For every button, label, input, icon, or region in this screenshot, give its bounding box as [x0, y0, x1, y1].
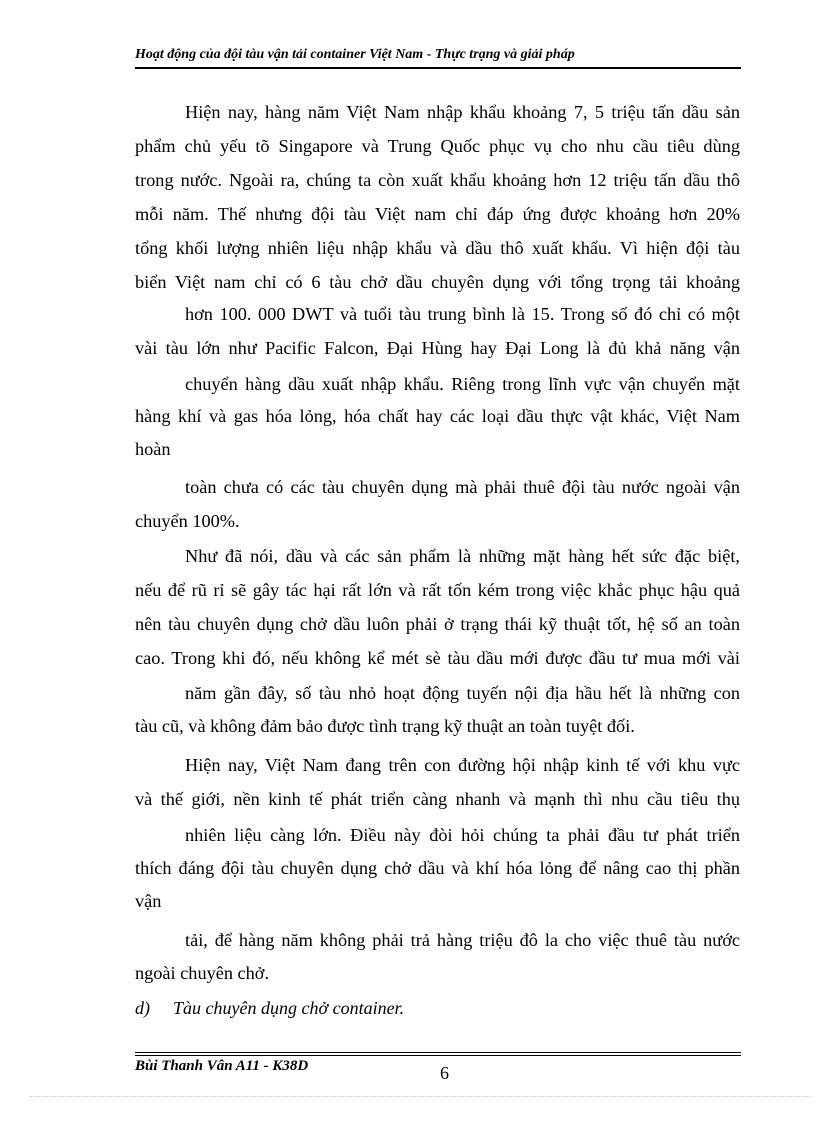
paragraph-line: hoàn: [135, 439, 171, 459]
paragraph-line: tổng khối lượng nhiên liệu nhập khẩu và dầu thô xuất khẩu. Vì hiện đội tàu: [135, 238, 740, 258]
footer-rule-inner: [135, 1055, 741, 1056]
footer-author: Bùi Thanh Vân A11 - K38D: [135, 1058, 309, 1074]
paragraph-line: Hiện nay, Việt Nam đang trên con đường hội nhập kinh tế với khu vực: [185, 755, 740, 775]
paragraph-line: mỗi năm. Thế nhưng đội tàu Việt nam chỉ đáp ứng được khoảng hơn 20%: [135, 204, 740, 224]
paragraph-line: nếu để rũ rỉ sẽ gây tác hại rất lớn và rất tốn kém trong việc khắc phục hậu quả: [135, 580, 740, 600]
list-marker: d): [135, 998, 150, 1018]
paragraph-line: Hiện nay, hàng năm Việt Nam nhập khẩu khoảng 7, 5 triệu tấn dầu sản: [185, 102, 740, 122]
paragraph-line: hàng khí và gas hóa lỏng, hóa chất hay các loại dầu thực vật khác, Việt Nam: [135, 406, 740, 426]
list-item-text: Tàu chuyên dụng chở container.: [173, 998, 405, 1018]
page-number: 6: [440, 1063, 449, 1083]
list-item-d: [135, 998, 404, 1019]
paragraph-line: cao. Trong khi đó, nếu không kể mét sè tàu dầu mới được đầu tư mua mới vài: [135, 648, 740, 668]
paragraph-line: chuyển 100%.: [135, 511, 240, 531]
page-edge-dotted-line: [30, 1096, 810, 1097]
paragraph-line: năm gần đây, số tàu nhỏ hoạt động tuyến nội địa hầu hết là những con: [185, 683, 740, 703]
paragraph-line: và thế giới, nền kinh tế phát triển càng nhanh và mạnh thì nhu cầu tiêu thụ: [135, 789, 740, 809]
header-rule: [135, 67, 741, 69]
paragraph-line: hơn 100. 000 DWT và tuổi tàu trung bình là 15. Trong số đó chỉ có một: [185, 304, 740, 324]
paragraph-line: tàu cũ, và không đảm bảo được tình trạng kỹ thuật an toàn tuyệt đối.: [135, 716, 635, 736]
paragraph-line: vài tàu lớn như Pacific Falcon, Đại Hùng hay Đại Long là đủ khả năng vận: [135, 338, 740, 358]
paragraph-line: Như đã nói, dầu và các sản phẩm là những mặt hàng hết sức đặc biệt,: [185, 546, 740, 566]
paragraph-line: trong nước. Ngoài ra, chúng ta còn xuất khẩu khoảng hơn 12 triệu tấn dầu thô: [135, 170, 740, 190]
paragraph-line: phẩm chủ yếu tõ Singapore và Trung Quốc phục vụ cho nhu cầu tiêu dùng: [135, 136, 740, 156]
paragraph-line: thích đáng đội tàu chuyên dụng chở dầu và khí hóa lỏng để nâng cao thị phần: [135, 858, 740, 878]
paragraph-line: biển Việt nam chỉ có 6 tàu chở dầu chuyên dụng với tổng trọng tải khoảng: [135, 272, 740, 292]
paragraph-line: vận: [135, 891, 162, 911]
paragraph-line: nên tàu chuyên dụng chở dầu luôn phải ở trạng thái kỹ thuật tốt, hệ số an toàn: [135, 614, 740, 634]
running-header: Hoạt động của đội tàu vận tải container Việt Nam - Thực trạng và giải pháp: [135, 47, 575, 62]
paragraph-line: chuyển hàng dầu xuất nhập khẩu. Riêng trong lĩnh vực vận chuyển mặt: [185, 374, 740, 394]
paragraph-line: ngoài chuyên chở.: [135, 963, 270, 983]
paragraph-line: toàn chưa có các tàu chuyên dụng mà phải thuê đội tàu nước ngoài vận: [185, 477, 740, 497]
paragraph-line: tải, để hàng năm không phải trả hàng triệu đô la cho việc thuê tàu nước: [185, 930, 740, 950]
footer-rule: [135, 1052, 741, 1053]
paragraph-line: nhiên liệu càng lớn. Điều này đòi hỏi chúng ta phải đầu tư phát triển: [185, 825, 740, 845]
